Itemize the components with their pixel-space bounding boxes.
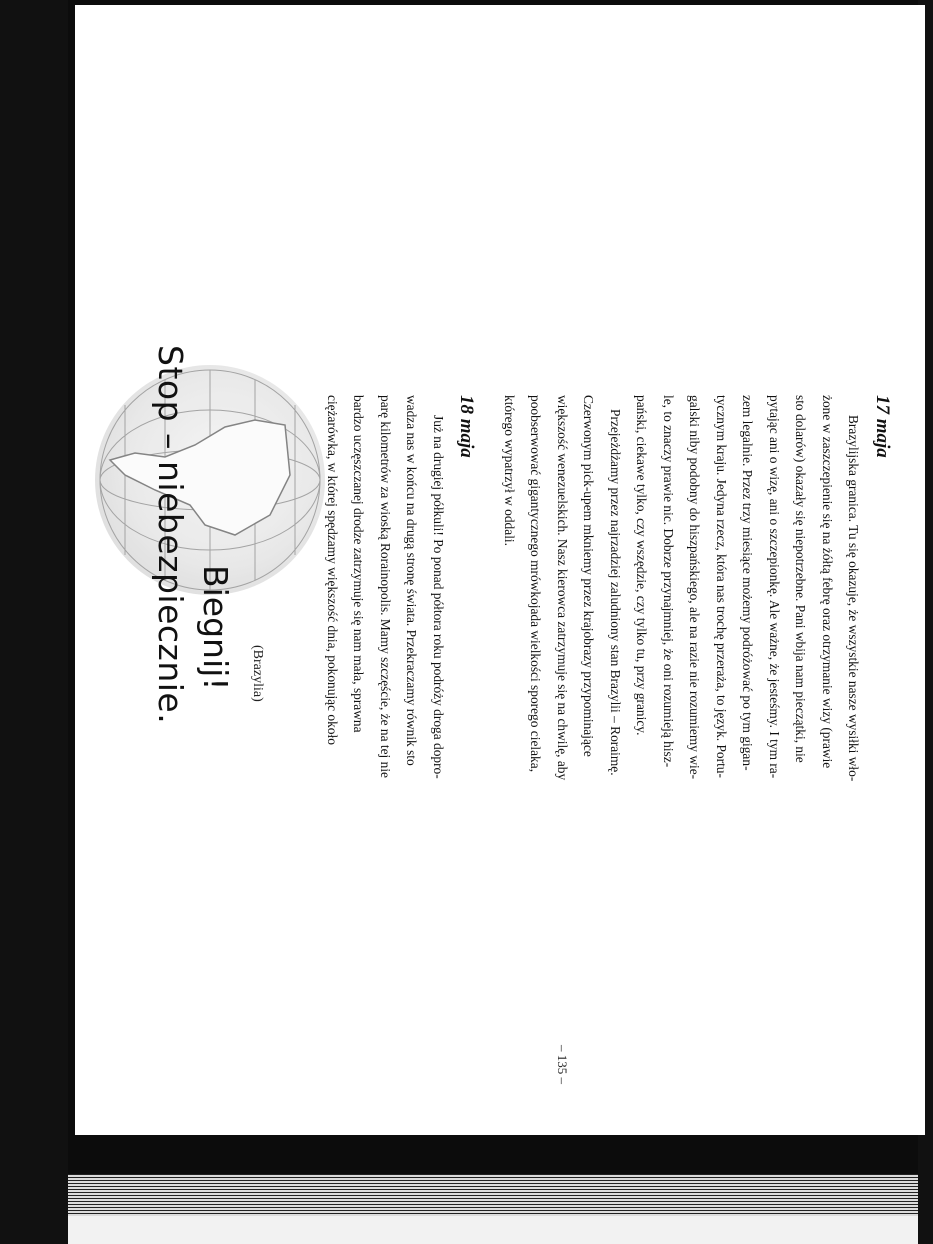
text-line: Brazylijska granica. Tu się okazuje, że wszystkie nasze wysiłki wło-	[846, 415, 862, 782]
text-line: zem legalnie. Przez trzy miesiące możemy podróżować po tym gigan-	[740, 395, 756, 771]
section-date: 18 maja	[456, 395, 478, 458]
section-date: 17 maja	[872, 395, 893, 458]
text-line: ciężarówka, w której spędzamy większość dnia, pokonując około	[325, 395, 340, 745]
text-line: galski niby podobny do hiszpańskiego, ale na razie nie rozumiemy wie-	[687, 395, 703, 780]
chapter-title-line-2: Biegnij!	[196, 565, 235, 691]
text-line: którego wypatrzył w oddali.	[502, 395, 517, 546]
text-line: Już na drugiej półkuli! Po ponad półtora roku podróży droga dopro-	[431, 415, 446, 779]
text-line: bardzo uczęszczanej drodze zatrzymuje się nam mała, sprawna	[351, 395, 367, 733]
text-line: tycznym kraju. Jedyna rzecz, która nas trochę przeraża, to język. Portu-	[714, 395, 729, 778]
text-line: Czerwonym pick-upem mkniemy przez krajobrazy przypominające	[581, 395, 597, 757]
scan-margin-left	[0, 0, 68, 1244]
chapter-subtitle: (Brazylia)	[250, 645, 265, 702]
text-line: Przejeżdżamy przez najrzadziej zaludniony stan Brazylii – Roraimę.	[608, 409, 623, 776]
text-line: parę kilometrów za wioską Rorainopolis. Mamy szczęście, że na tej nie	[378, 395, 393, 778]
text-line: żone w zaszczepienie się na żółtą febrę oraz otrzymanie wizy (prawie	[820, 395, 835, 769]
scan-margin-bottom	[68, 1216, 928, 1244]
text-line: wadza nas w końcu na drugą stronę świata. Przekraczamy równik sto	[404, 395, 420, 766]
text-line: większość wenezuelskich. Nasz kierowca zatrzymuje się na chwilę, aby	[555, 395, 570, 781]
text-line: sto dolarów) okazały się niepotrzebne. Pani wbija nam pieczątki, nie	[793, 395, 809, 763]
text-page	[75, 5, 925, 1135]
page-number: – 135 –	[555, 1045, 570, 1084]
globe-illustration	[95, 365, 325, 595]
chapter-title-line-1: Stop – niebezpiecznie.	[151, 345, 190, 725]
page-edges	[68, 1174, 928, 1216]
text-line: le, to znaczy prawie nic. Dobrze przynajmniej, że oni rozumieją hisz-	[661, 395, 676, 768]
south-america-map	[95, 365, 325, 595]
text-line: pański, ciekawe tylko, czy wszędzie, czy tylko tu, przy granicy.	[634, 395, 650, 736]
text-line: pytając ani o wizę, ani o szczepionkę. Ale ważne, że jesteśmy. I tym ra-	[767, 395, 782, 779]
text-line: poobserwować gigantycznego mrówkojada wielkości sporego cielaka,	[528, 395, 544, 773]
section-17-maja	[325, 395, 895, 955]
